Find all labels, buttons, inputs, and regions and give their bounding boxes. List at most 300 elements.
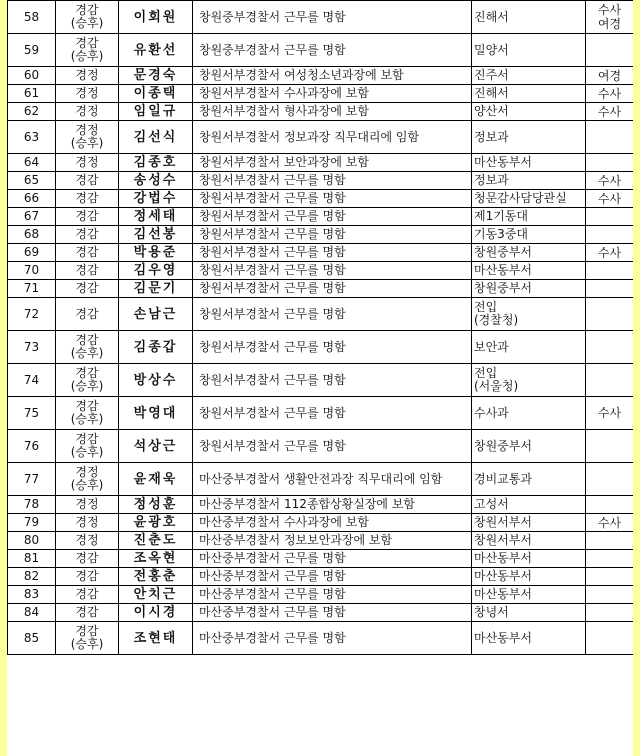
cell-rank xyxy=(56,190,119,208)
previous-post-sub-text: (서울청) xyxy=(474,379,519,393)
appointment-text: 마산중부경찰서 생활안전과장 직무대리에 임함 xyxy=(199,471,443,486)
cell-name xyxy=(119,190,193,208)
cell-number xyxy=(8,586,56,604)
cell-note xyxy=(586,463,634,496)
cell-rank xyxy=(56,586,119,604)
table-body xyxy=(8,1,634,655)
cell-number xyxy=(8,550,56,568)
cell-note xyxy=(586,67,634,85)
cell-previous-post xyxy=(472,67,586,85)
cell-duty xyxy=(193,172,472,190)
previous-post-text: 진해서 xyxy=(474,9,509,24)
cell-duty xyxy=(193,226,472,244)
person-name: 김종갑 xyxy=(133,339,178,355)
table-row xyxy=(8,67,634,85)
person-name: 정성훈 xyxy=(133,497,178,512)
row-number: 72 xyxy=(23,306,40,321)
cell-rank xyxy=(56,604,119,622)
cell-duty xyxy=(193,244,472,262)
cell-name xyxy=(119,1,193,34)
cell-previous-post xyxy=(472,331,586,364)
person-name: 정세태 xyxy=(133,209,178,224)
rank-sub-text: (승후) xyxy=(70,379,104,393)
table-row xyxy=(8,604,634,622)
row-number: 61 xyxy=(23,86,40,100)
cell-note xyxy=(586,226,634,244)
cell-note xyxy=(586,430,634,463)
row-number: 65 xyxy=(23,173,40,187)
cell-rank xyxy=(56,103,119,121)
table-row xyxy=(8,397,634,430)
appointment-text: 마산중부경찰서 수사과장에 보함 xyxy=(199,515,369,529)
row-number: 83 xyxy=(23,587,40,601)
cell-note xyxy=(586,604,634,622)
cell-note xyxy=(586,568,634,586)
cell-name xyxy=(119,463,193,496)
cell-previous-post xyxy=(472,604,586,622)
cell-note xyxy=(586,34,634,67)
cell-name xyxy=(119,430,193,463)
appointment-text: 창원서부경찰서 수사과장에 보함 xyxy=(199,86,369,100)
row-number: 84 xyxy=(23,605,40,619)
cell-number xyxy=(8,1,56,34)
table-row xyxy=(8,496,634,514)
previous-post-text: 전입 xyxy=(474,366,498,380)
cell-previous-post xyxy=(472,226,586,244)
cell-number xyxy=(8,280,56,298)
cell-note xyxy=(586,397,634,430)
appointment-text: 창원서부경찰서 근무를 명함 xyxy=(199,339,346,354)
cell-note xyxy=(586,190,634,208)
previous-post-text: 마산동부서 xyxy=(474,587,532,601)
rank-text: 경감 xyxy=(75,569,99,583)
cell-rank xyxy=(56,280,119,298)
cell-previous-post xyxy=(472,34,586,67)
cell-number xyxy=(8,190,56,208)
cell-note xyxy=(586,298,634,331)
table-row xyxy=(8,103,634,121)
previous-post-text: 창원중부서 xyxy=(474,438,532,453)
rank-text: 경감 xyxy=(75,366,99,380)
cell-number xyxy=(8,244,56,262)
person-name: 김우영 xyxy=(133,263,178,278)
cell-note xyxy=(586,103,634,121)
row-number: 58 xyxy=(23,9,40,24)
cell-duty xyxy=(193,34,472,67)
row-number: 64 xyxy=(23,155,40,169)
appointment-text: 마산중부경찰서 112종합상황실장에 보함 xyxy=(199,497,416,511)
cell-name xyxy=(119,262,193,280)
appointment-text: 창원서부경찰서 근무를 명함 xyxy=(199,281,346,295)
previous-post-text: 전입 xyxy=(474,300,498,314)
cell-previous-post xyxy=(472,397,586,430)
table-row xyxy=(8,208,634,226)
cell-note xyxy=(586,244,634,262)
note-text: 수사 xyxy=(597,406,622,420)
cell-number xyxy=(8,226,56,244)
personnel-table-sheet xyxy=(7,0,633,756)
note-text: 수사 xyxy=(597,104,622,119)
table-row xyxy=(8,430,634,463)
rank-text: 경정 xyxy=(75,68,99,82)
table-row xyxy=(8,514,634,532)
previous-post-text: 창원중부서 xyxy=(474,245,532,259)
appointment-text: 마산중부경찰서 근무를 명함 xyxy=(199,587,346,601)
rank-sub-text: (승후) xyxy=(70,478,104,492)
person-name: 문경숙 xyxy=(133,68,178,83)
row-number: 68 xyxy=(23,227,40,241)
cell-previous-post xyxy=(472,121,586,154)
rank-sub-text: (승후) xyxy=(70,346,104,360)
table-row xyxy=(8,364,634,397)
previous-post-text: 마산동부서 xyxy=(474,263,532,277)
cell-duty xyxy=(193,1,472,34)
note-text: 수사 xyxy=(597,515,622,530)
person-name: 유환선 xyxy=(133,42,178,58)
rank-sub-text: (승후) xyxy=(70,136,104,150)
note-text: 수사 xyxy=(597,86,622,101)
rank-text: 경감 xyxy=(75,173,99,187)
note-text: 수사 xyxy=(597,173,622,188)
row-number: 85 xyxy=(23,630,40,645)
cell-duty xyxy=(193,397,472,430)
cell-previous-post xyxy=(472,496,586,514)
cell-note xyxy=(586,586,634,604)
previous-post-text: 기동3중대 xyxy=(474,227,529,241)
cell-duty xyxy=(193,103,472,121)
cell-rank xyxy=(56,532,119,550)
cell-note xyxy=(586,550,634,568)
cell-duty xyxy=(193,463,472,496)
note-text: 수사 xyxy=(597,245,622,260)
cell-rank xyxy=(56,496,119,514)
cell-duty xyxy=(193,190,472,208)
person-name: 윤광호 xyxy=(133,515,178,530)
cell-number xyxy=(8,121,56,154)
cell-duty xyxy=(193,121,472,154)
cell-duty xyxy=(193,262,472,280)
cell-note xyxy=(586,172,634,190)
rank-text: 경정 xyxy=(75,155,99,169)
cell-previous-post xyxy=(472,85,586,103)
rank-text: 경감 xyxy=(75,551,99,565)
cell-name xyxy=(119,622,193,655)
cell-name xyxy=(119,397,193,430)
appointment-text: 창원서부경찰서 형사과장에 보함 xyxy=(199,104,369,118)
appointment-text: 창원서부경찰서 근무를 명함 xyxy=(199,227,346,241)
cell-number xyxy=(8,430,56,463)
cell-rank xyxy=(56,67,119,85)
cell-name xyxy=(119,568,193,586)
cell-number xyxy=(8,154,56,172)
appointment-text: 창원서부경찰서 근무를 명함 xyxy=(199,191,346,205)
cell-note xyxy=(586,331,634,364)
rank-text: 경감 xyxy=(75,245,99,259)
cell-previous-post xyxy=(472,262,586,280)
cell-previous-post xyxy=(472,514,586,532)
cell-rank xyxy=(56,568,119,586)
table-row xyxy=(8,1,634,34)
rank-text: 경정 xyxy=(75,123,99,137)
cell-note xyxy=(586,622,634,655)
person-name: 방상수 xyxy=(133,372,178,388)
previous-post-text: 청문감사담당관실 xyxy=(474,191,567,205)
previous-post-text: 창원중부서 xyxy=(474,281,532,295)
person-name: 박영대 xyxy=(133,405,178,421)
cell-duty xyxy=(193,496,472,514)
appointment-text: 창원서부경찰서 근무를 명함 xyxy=(199,209,346,223)
cell-previous-post xyxy=(472,430,586,463)
rank-text: 경감 xyxy=(75,306,99,321)
cell-number xyxy=(8,34,56,67)
appointment-text: 창원서부경찰서 근무를 명함 xyxy=(199,306,346,321)
note-text: 수사 xyxy=(597,191,622,206)
cell-rank xyxy=(56,331,119,364)
cell-name xyxy=(119,298,193,331)
rank-text: 경정 xyxy=(75,86,99,100)
appointment-text: 마산중부경찰서 근무를 명함 xyxy=(199,605,346,619)
previous-post-sub-text: (경찰청) xyxy=(474,313,519,327)
table-row xyxy=(8,622,634,655)
previous-post-text: 수사과 xyxy=(474,405,509,420)
cell-name xyxy=(119,604,193,622)
cell-name xyxy=(119,226,193,244)
cell-name xyxy=(119,172,193,190)
cell-rank xyxy=(56,85,119,103)
cell-duty xyxy=(193,331,472,364)
cell-previous-post xyxy=(472,1,586,34)
cell-rank xyxy=(56,121,119,154)
row-number: 80 xyxy=(23,533,40,547)
person-name: 임일규 xyxy=(133,104,178,119)
row-number: 60 xyxy=(23,68,40,82)
table-row xyxy=(8,463,634,496)
cell-rank xyxy=(56,463,119,496)
cell-duty xyxy=(193,85,472,103)
cell-name xyxy=(119,280,193,298)
person-name: 손남근 xyxy=(133,306,178,322)
table-row xyxy=(8,244,634,262)
cell-previous-post xyxy=(472,172,586,190)
rank-text: 경감 xyxy=(75,209,99,223)
rank-text: 경정 xyxy=(75,104,99,118)
cell-previous-post xyxy=(472,463,586,496)
cell-duty xyxy=(193,67,472,85)
person-name: 김문기 xyxy=(133,281,178,296)
cell-previous-post xyxy=(472,208,586,226)
table-row xyxy=(8,226,634,244)
person-name: 조현태 xyxy=(133,630,178,646)
previous-post-text: 진해서 xyxy=(474,86,509,100)
person-name: 김종호 xyxy=(133,155,178,170)
rank-sub-text: (승후) xyxy=(70,49,104,63)
cell-previous-post xyxy=(472,190,586,208)
appointment-text: 창원서부경찰서 정보과장 직무대리에 임함 xyxy=(199,129,420,144)
person-name: 강법수 xyxy=(133,191,178,206)
cell-previous-post xyxy=(472,532,586,550)
row-number: 62 xyxy=(23,104,40,118)
cell-name xyxy=(119,121,193,154)
previous-post-text: 정보과 xyxy=(474,173,509,187)
previous-post-text: 마산동부서 xyxy=(474,569,532,583)
cell-name xyxy=(119,34,193,67)
cell-previous-post xyxy=(472,280,586,298)
cell-previous-post xyxy=(472,364,586,397)
cell-number xyxy=(8,67,56,85)
cell-number xyxy=(8,463,56,496)
row-number: 63 xyxy=(23,129,40,144)
cell-number xyxy=(8,262,56,280)
cell-rank xyxy=(56,154,119,172)
rank-sub-text: (승후) xyxy=(70,637,104,651)
appointment-text: 창원서부경찰서 근무를 명함 xyxy=(199,263,346,277)
table-row xyxy=(8,121,634,154)
rank-text: 경감 xyxy=(75,333,99,347)
table-row xyxy=(8,154,634,172)
cell-note xyxy=(586,280,634,298)
cell-duty xyxy=(193,364,472,397)
rank-text: 경정 xyxy=(75,533,99,547)
cell-note xyxy=(586,1,634,34)
person-name: 이회원 xyxy=(133,9,178,25)
cell-number xyxy=(8,172,56,190)
rank-sub-text: (승후) xyxy=(70,445,104,459)
cell-duty xyxy=(193,586,472,604)
cell-rank xyxy=(56,208,119,226)
cell-name xyxy=(119,208,193,226)
row-number: 67 xyxy=(23,209,40,223)
rank-text: 경감 xyxy=(75,281,99,295)
cell-rank xyxy=(56,262,119,280)
appointment-text: 창원서부경찰서 근무를 명함 xyxy=(199,245,346,259)
cell-rank xyxy=(56,172,119,190)
cell-duty xyxy=(193,280,472,298)
cell-name xyxy=(119,244,193,262)
cell-number xyxy=(8,532,56,550)
rank-text: 경감 xyxy=(75,263,99,277)
previous-post-text: 마산동부서 xyxy=(474,551,532,565)
note-text: 여경 xyxy=(597,68,622,83)
table-row xyxy=(8,190,634,208)
cell-note xyxy=(586,532,634,550)
cell-number xyxy=(8,604,56,622)
cell-note xyxy=(586,85,634,103)
row-number: 59 xyxy=(23,42,40,57)
cell-name xyxy=(119,514,193,532)
cell-rank xyxy=(56,622,119,655)
table-row xyxy=(8,331,634,364)
cell-duty xyxy=(193,208,472,226)
table-row xyxy=(8,172,634,190)
rank-text: 경감 xyxy=(75,587,99,601)
row-number: 75 xyxy=(23,405,40,420)
previous-post-text: 경비교통과 xyxy=(474,471,532,486)
cell-number xyxy=(8,298,56,331)
previous-post-text: 창원서부서 xyxy=(474,533,532,547)
cell-note xyxy=(586,262,634,280)
cell-number xyxy=(8,331,56,364)
cell-duty xyxy=(193,604,472,622)
cell-previous-post xyxy=(472,298,586,331)
cell-number xyxy=(8,85,56,103)
row-number: 81 xyxy=(23,551,40,565)
appointment-text: 창원서부경찰서 여성청소년과장에 보함 xyxy=(199,68,404,82)
cell-name xyxy=(119,532,193,550)
previous-post-text: 밀양서 xyxy=(474,42,509,57)
row-number: 70 xyxy=(23,263,40,277)
cell-name xyxy=(119,586,193,604)
previous-post-text: 마산동부서 xyxy=(474,155,532,169)
person-name: 진춘도 xyxy=(133,533,178,548)
previous-post-text: 창녕서 xyxy=(474,605,509,619)
row-number: 69 xyxy=(23,245,40,259)
table-row xyxy=(8,550,634,568)
note-sub-text: 여경 xyxy=(597,17,622,31)
person-name: 박용준 xyxy=(133,245,178,260)
cell-name xyxy=(119,364,193,397)
appointment-text: 창원서부경찰서 근무를 명함 xyxy=(199,405,346,420)
cell-number xyxy=(8,103,56,121)
rank-text: 경정 xyxy=(75,465,99,479)
cell-note xyxy=(586,514,634,532)
cell-rank xyxy=(56,364,119,397)
previous-post-text: 고성서 xyxy=(474,497,509,511)
personnel-appointment-table xyxy=(7,0,633,655)
table-row xyxy=(8,568,634,586)
cell-note xyxy=(586,496,634,514)
rank-text: 경정 xyxy=(75,497,99,511)
row-number: 66 xyxy=(23,191,40,205)
cell-note xyxy=(586,364,634,397)
cell-number xyxy=(8,364,56,397)
table-row xyxy=(8,85,634,103)
person-name: 송성수 xyxy=(133,173,178,188)
previous-post-text: 정보과 xyxy=(474,129,509,144)
previous-post-text: 진주서 xyxy=(474,68,509,82)
cell-duty xyxy=(193,430,472,463)
cell-number xyxy=(8,496,56,514)
rank-sub-text: (승후) xyxy=(70,16,104,30)
person-name: 이시경 xyxy=(133,605,178,620)
person-name: 이종택 xyxy=(133,86,178,101)
row-number: 73 xyxy=(23,339,40,354)
appointment-text: 창원서부경찰서 근무를 명함 xyxy=(199,372,346,387)
row-number: 79 xyxy=(23,515,40,529)
cell-rank xyxy=(56,430,119,463)
row-number: 78 xyxy=(23,497,40,511)
table-row xyxy=(8,34,634,67)
appointment-text: 창원서부경찰서 보안과장에 보함 xyxy=(199,155,369,169)
cell-rank xyxy=(56,550,119,568)
appointment-text: 마산중부경찰서 근무를 명함 xyxy=(199,569,346,583)
cell-name xyxy=(119,550,193,568)
cell-name xyxy=(119,103,193,121)
cell-previous-post xyxy=(472,244,586,262)
person-name: 전홍춘 xyxy=(133,569,178,584)
table-row xyxy=(8,586,634,604)
cell-duty xyxy=(193,532,472,550)
appointment-text: 마산중부경찰서 근무를 명함 xyxy=(199,630,346,645)
row-number: 71 xyxy=(23,281,40,295)
row-number: 82 xyxy=(23,569,40,583)
rank-text: 경감 xyxy=(75,605,99,619)
cell-duty xyxy=(193,298,472,331)
rank-text: 경감 xyxy=(75,399,99,413)
cell-rank xyxy=(56,34,119,67)
cell-name xyxy=(119,67,193,85)
cell-duty xyxy=(193,550,472,568)
cell-previous-post xyxy=(472,622,586,655)
